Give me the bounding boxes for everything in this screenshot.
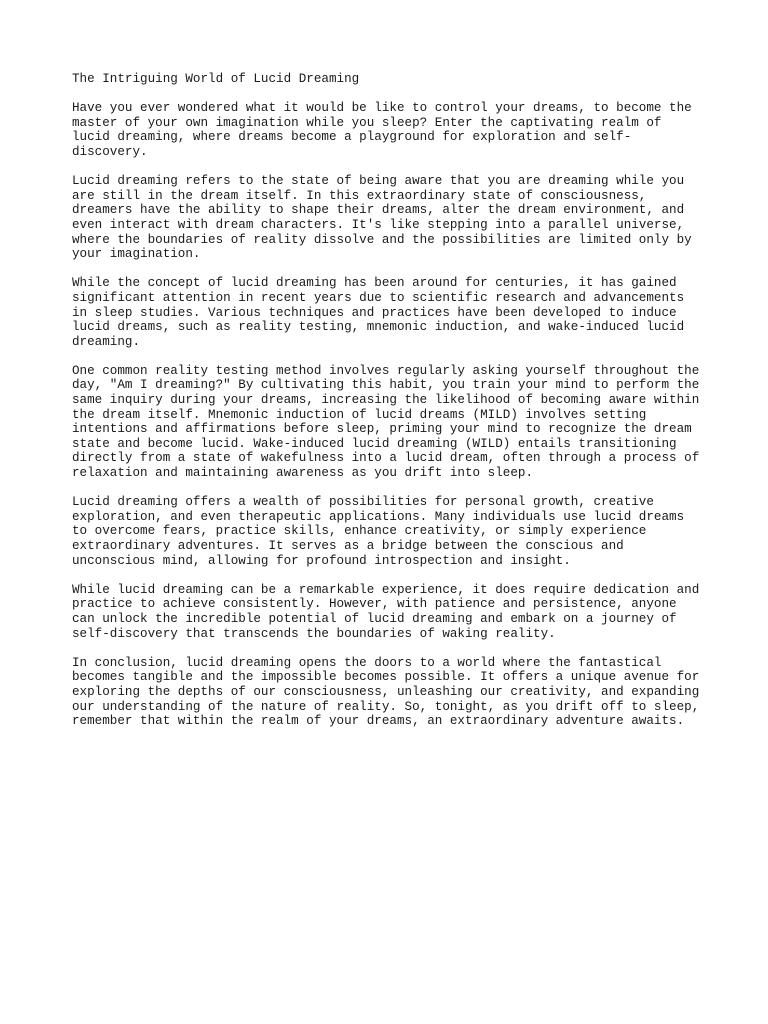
paragraph-practice: While lucid dreaming can be a remarkable experience, it does require dedication and practice to achieve consistently. However, with patience and persistence, anyone can unlock the incredible potential of lucid dreaming and embark on a journey of self-discovery that transcends the boundaries of waking reality. bbox=[72, 582, 700, 641]
document-body bbox=[72, 72, 702, 743]
paragraph-intro: Have you ever wondered what it would be like to control your dreams, to become the master of your own imagination while you sleep? Enter the captivating realm of lucid dreaming, where dreams become a playground for exploration and self- discovery. bbox=[72, 101, 692, 159]
paragraph-history: While the concept of lucid dreaming has been around for centuries, it has gained significant attention in recent years due to scientific research and advancements in sleep studies. Various techniques and practices have been developed to induce lucid dreams, such as reality testing, mnemonic induction, and wake-induced lucid dreaming. bbox=[72, 276, 685, 349]
paragraph-conclusion: In conclusion, lucid dreaming opens the doors to a world where the fantastical becomes tangible and the impossible becomes possible. It offers a unique avenue for exploring the depths of our consciousness, unleashing our creativity, and expanding our understanding of the nature of reality. So, tonight, as you drift off to sleep, remember that within the realm of your dreams, an extraordinary adventure awaits. bbox=[72, 655, 700, 729]
paragraph-definition: Lucid dreaming refers to the state of being aware that you are dreaming while you are still in the dream itself. In this extraordinary state of consciousness, dreamers have the ability to shape their dreams, alter the dream environment, and even interact with dream characters. It's like stepping into a parallel universe, where the boundaries of reality dissolve and the possibilities are limited only by your imagination. bbox=[72, 174, 692, 262]
paragraph-techniques: One common reality testing method involves regularly asking yourself throughout the day, "Am I dreaming?" By cultivating this habit, you train your mind to perform the same inquiry during your dreams, increasing the likelihood of becoming aware within the dream itself. Mnemonic induction of lucid dreams (MILD) involves setting intentions and affirmations before sleep, priming your mind to recognize the dream state and become lucid. Wake-induced lucid dreaming (WILD) entails transitioning directly from a state of wakefulness into a lucid dream, often through a process of relaxation and maintaining awareness as you drift into sleep. bbox=[72, 363, 700, 481]
paragraph-benefits: Lucid dreaming offers a wealth of possibilities for personal growth, creative exploration, and even therapeutic applications. Many individuals use lucid dreams to overcome fears, practice skills, enhance creativity, or simply experience extraordinary adventures. It serves as a bridge between the conscious and unconscious mind, allowing for profound introspection and insight. bbox=[72, 495, 685, 568]
document-title: The Intriguing World of Lucid Dreaming bbox=[72, 72, 360, 86]
